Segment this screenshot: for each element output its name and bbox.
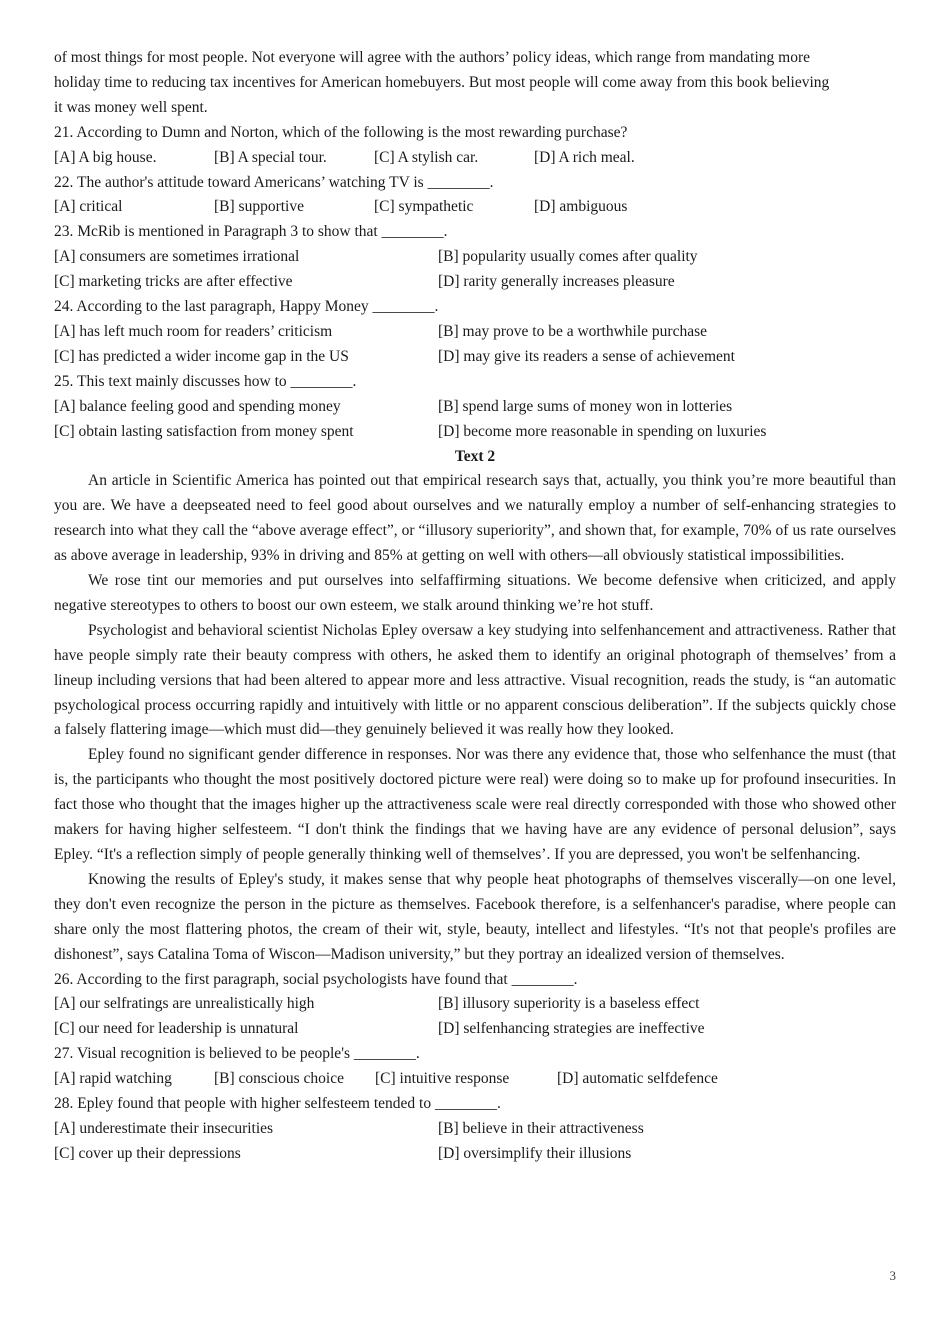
intro-line: it was money well spent. [54, 98, 208, 116]
option: [B] believe in their attractiveness [438, 1119, 644, 1137]
option: [D] may give its readers a sense of achievement [438, 347, 735, 365]
question-stem: 22. The author's attitude toward Americans’ watching TV is ________. [54, 173, 494, 191]
option-row [54, 245, 896, 270]
option: [C] has predicted a wider income gap in the US [54, 347, 349, 365]
option: [B] A special tour. [214, 148, 327, 166]
option: [B] popularity usually comes after quality [438, 248, 698, 266]
option: [D] automatic selfdefence [557, 1070, 718, 1088]
option-row [54, 395, 896, 420]
option-row [54, 1117, 896, 1142]
option: [B] supportive [214, 198, 304, 216]
option: [D] selfenhancing strategies are ineffective [438, 1020, 705, 1038]
option: [A] A big house. [54, 148, 157, 166]
option-row [54, 270, 896, 295]
option: [B] illusory superiority is a baseless effect [438, 995, 700, 1013]
option: [C] intuitive response [375, 1070, 510, 1088]
option: [D] oversimplify their illusions [438, 1144, 632, 1162]
option: [A] consumers are sometimes irrational [54, 248, 300, 266]
option: [D] rarity generally increases pleasure [438, 273, 675, 291]
paragraph: An article in Scientific America has pointed out that empirical research says that, actually, you think you’re more beautiful than you are. We have a deepseated need to feel good about ourselves and we naturally employ a number of self-enhancing strategies to research into what they call the “above average effect”, or “illusory superiority”, and shown that, for example, 70% of us rate ourselves as above average in leadership, 93% in driving and 85% at getting on well with others—all obviously statistical impossibilities. [54, 472, 896, 565]
option: [A] has left much room for readers’ criticism [54, 322, 333, 340]
option: [C] cover up their depressions [54, 1144, 241, 1162]
option: [B] conscious choice [214, 1070, 344, 1088]
option: [A] balance feeling good and spending money [54, 397, 341, 415]
option-row [54, 1142, 896, 1167]
option-row [54, 320, 896, 345]
question-stem: 25. This text mainly discusses how to ________. [54, 372, 357, 390]
option: [C] A stylish car. [374, 148, 479, 166]
option: [A] underestimate their insecurities [54, 1119, 274, 1137]
option-row [54, 1017, 896, 1042]
option: [A] critical [54, 198, 123, 216]
intro-line: holiday time to reducing tax incentives for American homebuyers. But most people will come away from this book believing [54, 73, 830, 91]
option: [C] sympathetic [374, 198, 474, 216]
option: [D] ambiguous [534, 198, 628, 216]
question-stem: 21. According to Dumn and Norton, which of the following is the most rewarding purchase? [54, 123, 628, 141]
question-stem: 23. McRib is mentioned in Paragraph 3 to show that ________. [54, 223, 448, 241]
option: [C] our need for leadership is unnatural [54, 1020, 299, 1038]
paragraph: Knowing the results of Epley's study, it makes sense that why people heat photographs of themselves viscerally—on one level, they don't even recognize the person in the picture as themselves. Facebook therefore, is a selfenhancer's paradise, where people can share only the most flattering photos, the cream of their wit, style, beauty, intellect and lifestyles. “It's not that people's profiles are dishonest”, says Catalina Toma of Wiscon—Madison university,” but they portray an idealized version of themselves. [54, 870, 896, 963]
option: [C] obtain lasting satisfaction from money spent [54, 422, 354, 440]
document-page [54, 46, 896, 1167]
option: [C] marketing tricks are after effective [54, 273, 293, 291]
option: [A] our selfratings are unrealistically high [54, 995, 315, 1013]
option: [D] A rich meal. [534, 148, 635, 166]
page-number: 3 [889, 1268, 896, 1283]
option-row [54, 992, 896, 1017]
paragraph: We rose tint our memories and put ourselves into selfaffirming situations. We become defensive when criticized, and apply negative stereotypes to others to boost our own esteem, we stalk around thinking we’re hot stuff. [54, 572, 896, 614]
question-stem: 28. Epley found that people with higher selfesteem tended to ________. [54, 1095, 501, 1113]
option-row [54, 1067, 896, 1092]
paragraph: Epley found no significant gender difference in responses. Nor was there any evidence that, those who selfenhance the must (that is, the participants who thought the most positively doctored picture were real) were doing so to make up for profound insecurities. In fact those who thought that the images higher up the attractiveness scale were real directly corresponded with those who showed other makers for having higher selfesteem. “I don't think the findings that we having have are any evidence of personal delusion”, says Epley. “It's a reflection simply of people generally thinking well of themselves’. If you are depressed, you won't be selfenhancing. [54, 746, 896, 863]
option: [D] become more reasonable in spending on luxuries [438, 422, 767, 440]
question-stem: 26. According to the first paragraph, social psychologists have found that ________. [54, 970, 578, 988]
paragraph: Psychologist and behavioral scientist Nicholas Epley oversaw a key studying into selfenhancement and attractiveness. Rather that have people simply rate their beauty compress with others, he asked them to identify an original photograph of themselves’ from a lineup including versions that had been altered to appear more and less attractive. Visual recognition, reads the study, is “an automatic psychological process occurring rapidly and intuitively with little or no apparent conscious deliberation”. If the subjects quickly chose a falsely flattering image—which must did—they genuinely believed it was really how they looked. [54, 621, 896, 739]
option-row [54, 420, 896, 445]
question-stem: 24. According to the last paragraph, Happy Money ________. [54, 298, 439, 316]
question-stem: 27. Visual recognition is believed to be people's ________. [54, 1045, 420, 1063]
option-row [54, 195, 896, 220]
section-title: Text 2 [454, 447, 496, 465]
option: [B] spend large sums of money won in lotteries [438, 397, 733, 415]
option: [A] rapid watching [54, 1070, 172, 1088]
option-row [54, 345, 896, 370]
option-row [54, 146, 896, 171]
intro-line: of most things for most people. Not everyone will agree with the authors’ policy ideas, which range from mandating more [54, 49, 811, 66]
option: [B] may prove to be a worthwhile purchase [438, 322, 708, 340]
